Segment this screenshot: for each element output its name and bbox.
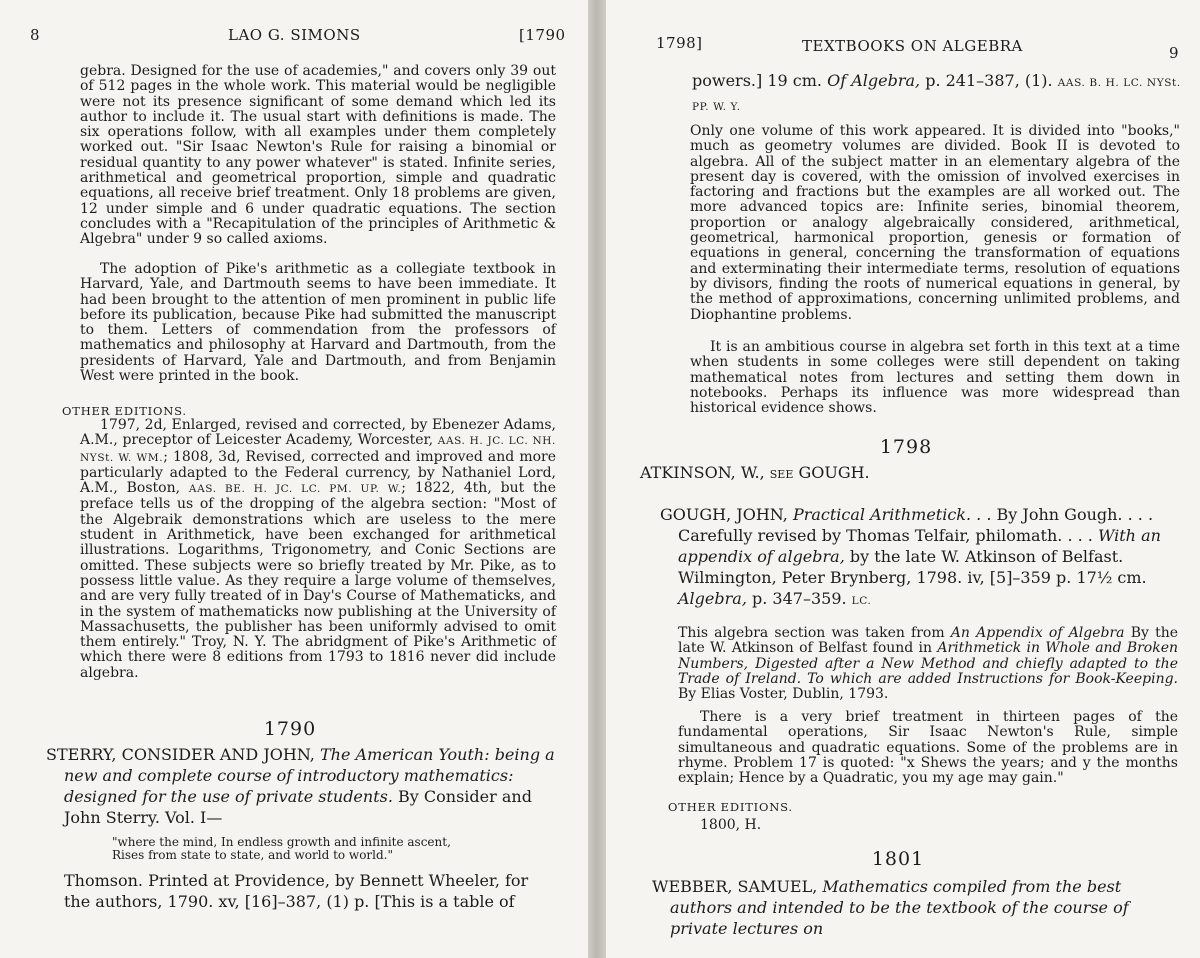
sterry-epigraph: [112, 836, 542, 862]
paragraph-gough-source: [678, 626, 1178, 702]
sterry-imprint: Thomson. Printed at Providence, by Bennett Wheeler, for the authors, 1790. xv, [16]–387, (1) p. [This is a table of: [64, 871, 529, 911]
gough-note-voster-title: Arithmetick in Whole and Broken Numbers, Digested after a New Method and chiefly adapted to the Trade of Ireland. To which are added Instructions for Book-Keeping.: [678, 640, 1179, 687]
sterry-algebra-pages: p. 241–387, (1).: [925, 71, 1053, 90]
entry-webber: [632, 876, 1184, 939]
paragraph-pike-adoption: The adoption of Pike's arithmetic as a collegiate textbook in Harvard, Yale, and Dartmouth seems to have been immediate. It had been brought to the attention of men prominent in public life before its publication, because Pike had submitted the manuscript to them. Letters of commendation from the professors of mathematics and philosophy at Harvard and Dartmouth, from the presidents of Harvard, Yale and Dartmouth, and from Benjamin West were printed in the book.: [80, 261, 556, 385]
paragraph-sterry-description: Only one volume of this work appeared. It is divided into "books," much as geometry volumes are divided. Book II is devoted to algebra. All of the subject matter in an elementary algebra of the present day is covered, with the omission of involved exercises in factoring and fractions but the examples are all worked out. The more advanced topics are: Infinite series, binomial theorem, proportion or analogy algebraically considered, arithmetical, geometrical, harmonical proportion, genesis or formation of equations in general, concerning the transformation of equations and exterminating their intermediate terms, resolution of equations by divisors, finding the roots of numerical equations in general, by the method of approximations, concerning unlimited problems, and Diophantine problems.: [690, 123, 1180, 323]
year-heading-1798: 1798: [879, 436, 933, 458]
sterry-size: powers.] 19 cm.: [692, 71, 822, 90]
year-heading-1790: 1790: [263, 718, 317, 740]
gough-note-appendix-title: An Appendix of Algebra: [950, 625, 1125, 641]
edition-1822: ; 1822, 4th, but the preface tells us of the dropping of the algebra section: "Most of the Algebraik demonstrations which are useless to the mere student in Arithmetick, have been exchanged for arithmetical illustrations. Logarithms, Trigonometry, and Conic Sections are omitted. These subjects were so briefly treated by Mr. Pike, as to possess little value. As they require a large volume of themselves, and are very fully treated of in Day's Course of Mathematicks, and in the system of mathematicks now publishing at the University of Massachusetts, the publisher has been uniformly advised to omit them entirely." Troy, N. Y. The abridgment of Pike's Arithmetic of which there were 8 editions from 1793 to 1816 never did include algebra.: [80, 480, 556, 681]
gough-note-a: This algebra section was taken from: [678, 625, 945, 641]
edition-1797: 1797, 2d, Enlarged, revised and corrected, by Ebenezer Adams, A.M., preceptor of Leicester Academy, Worcester,: [80, 417, 556, 449]
page-number-right: 9: [1169, 44, 1180, 62]
gough-author: GOUGH, JOHN,: [660, 505, 788, 524]
gough-note-c: By the late W. Atkinson of Belfast found in: [678, 625, 1178, 657]
sterry-byline: By Consider and John Sterry. Vol. I—: [64, 787, 532, 827]
running-head-right: TEXTBOOKS ON ALGEBRA: [802, 37, 1023, 55]
webber-author: WEBBER, SAMUEL,: [652, 877, 818, 896]
webber-title: Mathematics compiled from the best authors and intended to be the textbook of the course of private lectures on: [670, 877, 1129, 938]
gough-edition-1800: 1800, H.: [700, 817, 762, 833]
year-marker-left: [1790: [519, 26, 566, 44]
gough-location: LC.: [851, 595, 872, 607]
running-head-left: LAO G. SIMONS: [228, 26, 361, 44]
page-number-left: 8: [30, 26, 41, 44]
entry-atkinson: ATKINSON, W., see GOUGH.: [640, 463, 870, 482]
edition-1808: ; 1808, 3d, Revised, corrected and improved and more particularly adapted to the Federal currency, by Nathaniel Lord, A.M., Boston,: [80, 448, 557, 497]
epigraph-line-1: "where the mind, In endless growth and infinite ascent,: [112, 835, 451, 849]
gough-algebra-label: Algebra,: [678, 589, 747, 608]
sterry-algebra-title: Of Algebra,: [827, 71, 921, 90]
gough-title: Practical Arithmetick. . .: [792, 505, 992, 524]
edition-1808-locations: AAS. BE. H. JC. LC. PM. UP. W.: [188, 483, 402, 496]
gough-imprint: by the late W. Atkinson of Belfast. Wilmington, Peter Brynberg, 1798. iv, [5]–359 p. 17½ cm.: [678, 547, 1147, 587]
gough-appendix: With an appendix of algebra,: [678, 526, 1161, 566]
paragraph-sterry-influence: It is an ambitious course in algebra set forth in this text at a time when students in some colleges were still dependent on taking mathematical notes from lectures and setting them down in notebooks. Perhaps its influence was more widespread than historical evidence shows.: [690, 339, 1180, 417]
other-editions-label-left: OTHER EDITIONS.: [62, 404, 187, 418]
other-editions-label-right: OTHER EDITIONS.: [668, 800, 793, 814]
year-heading-1801: 1801: [871, 848, 925, 870]
sterry-author: STERRY, CONSIDER AND JOHN,: [46, 745, 315, 764]
right-page: [606, 0, 1200, 958]
epigraph-line-2: Rises from state to state, and world to world.": [112, 848, 394, 862]
sterry-title: The American Youth: being a new and complete course of introductory mathematics: designed for the use of private students.: [64, 745, 555, 806]
edition-1797-locations: AAS. H. JC. LC. NH. NYSt. W. WM.: [80, 435, 556, 464]
book-gutter: [588, 0, 606, 958]
sterry-entry-continued: [692, 70, 1182, 118]
gough-note-e: By Elias Voster, Dublin, 1793.: [678, 686, 889, 703]
sterry-locations: AAS. B. H. LC. NYSt. PP. W. Y.: [692, 77, 1181, 113]
editions-list-pike: [80, 418, 556, 681]
gough-algebra-pages: p. 347–359.: [752, 589, 847, 608]
entry-sterry: [24, 744, 556, 828]
paragraph-gough-treatment: There is a very brief treatment in thirteen pages of the fundamental operations, Sir Isaac Newton's Rule, simple simultaneous and quadratic equations. Some of the problems are in rhyme. Problem 17 is quoted: "x Shews the years; and y the months explain; Hence by a Quadratic, you my age may gain.": [678, 709, 1178, 787]
entry-gough: [640, 504, 1184, 612]
left-page: [0, 0, 588, 958]
gough-byline: By John Gough. . . . Carefully revised by Thomas Telfair, philomath. . . .: [678, 505, 1154, 545]
year-marker-right: 1798]: [656, 34, 703, 52]
paragraph-pike-algebra: gebra. Designed for the use of academies," and covers only 39 out of 512 pages in the whole work. This material would be negligible were not its presence significant of some demand which led its author to include it. The usual start with definitions is made. The six operations follow, with all examples under them completely worked out. "Sir Isaac Newton's Rule for raising a binomial or residual quantity to any power whatever" is stated. Infinite series, arithmetical and geometrical proportion, simple and quadratic equations, all receive brief treatment. Only 18 problems are given, 12 under simple and 6 under quadratic equations. The section concludes with a "Recapitulation of the principles of Arithmetic & Algebra" under 9 so called axioms.: [80, 63, 556, 248]
